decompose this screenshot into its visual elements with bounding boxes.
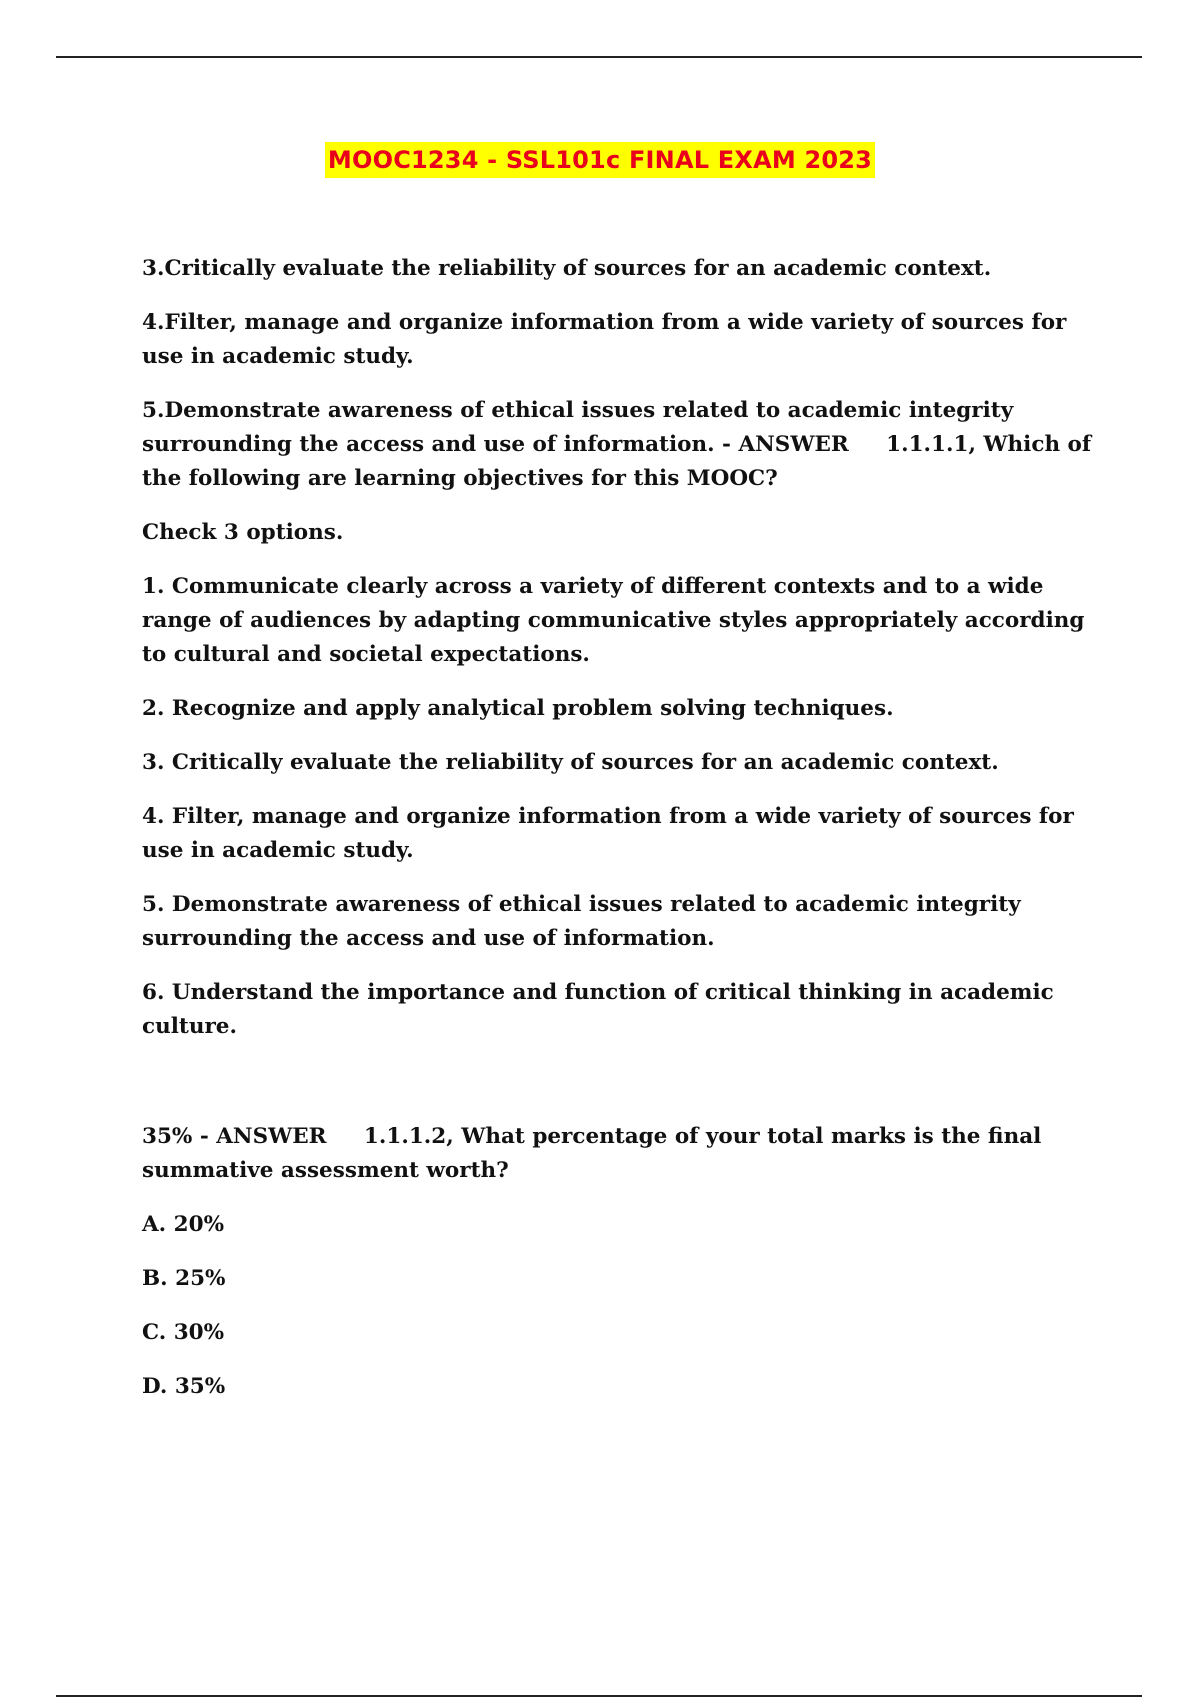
paragraph-objective-3: 3.Critically evaluate the reliability of sources for an academic context.	[142, 256, 992, 281]
option-2: 2. Recognize and apply analytical problem solving techniques.	[142, 696, 894, 721]
option-6: 6. Understand the importance and function of critical thinking in academic culture.	[142, 980, 1062, 1039]
bottom-rule	[56, 1695, 1142, 1697]
paragraph-objective-4: 4.Filter, manage and organize information from a wide variety of sources for use in academic study.	[142, 310, 1074, 369]
document-body	[142, 252, 1097, 1424]
paragraph-check-options: Check 3 options.	[142, 520, 344, 545]
paragraph-objective-5-answer: 5.Demonstrate awareness of ethical issues related to academic integrity surrounding the access and use of information. - ANSWER 1.1.1.1, Which of the following are learning objectives for this MOOC?	[142, 398, 1099, 491]
document-title: MOOC1234 - SSL101c FINAL EXAM 2023	[325, 142, 875, 178]
option-1: 1. Communicate clearly across a variety of different contexts and to a wide range of audiences by adapting communicative styles appropriately according to cultural and societal expectations.	[142, 574, 1092, 667]
choice-c: C. 30%	[142, 1320, 225, 1345]
option-3: 3. Critically evaluate the reliability of sources for an academic context.	[142, 750, 999, 775]
title-container	[0, 142, 1200, 178]
choice-a: A. 20%	[142, 1212, 225, 1237]
choice-d: D. 35%	[142, 1374, 226, 1399]
option-5: 5. Demonstrate awareness of ethical issues related to academic integrity surrounding the access and use of information.	[142, 892, 1029, 951]
paragraph-answer-question-2: 35% - ANSWER 1.1.1.2, What percentage of your total marks is the final summative assessment worth?	[142, 1124, 1049, 1183]
top-rule	[56, 56, 1142, 58]
choice-b: B. 25%	[142, 1266, 226, 1291]
option-4: 4. Filter, manage and organize information from a wide variety of sources for use in academic study.	[142, 804, 1082, 863]
